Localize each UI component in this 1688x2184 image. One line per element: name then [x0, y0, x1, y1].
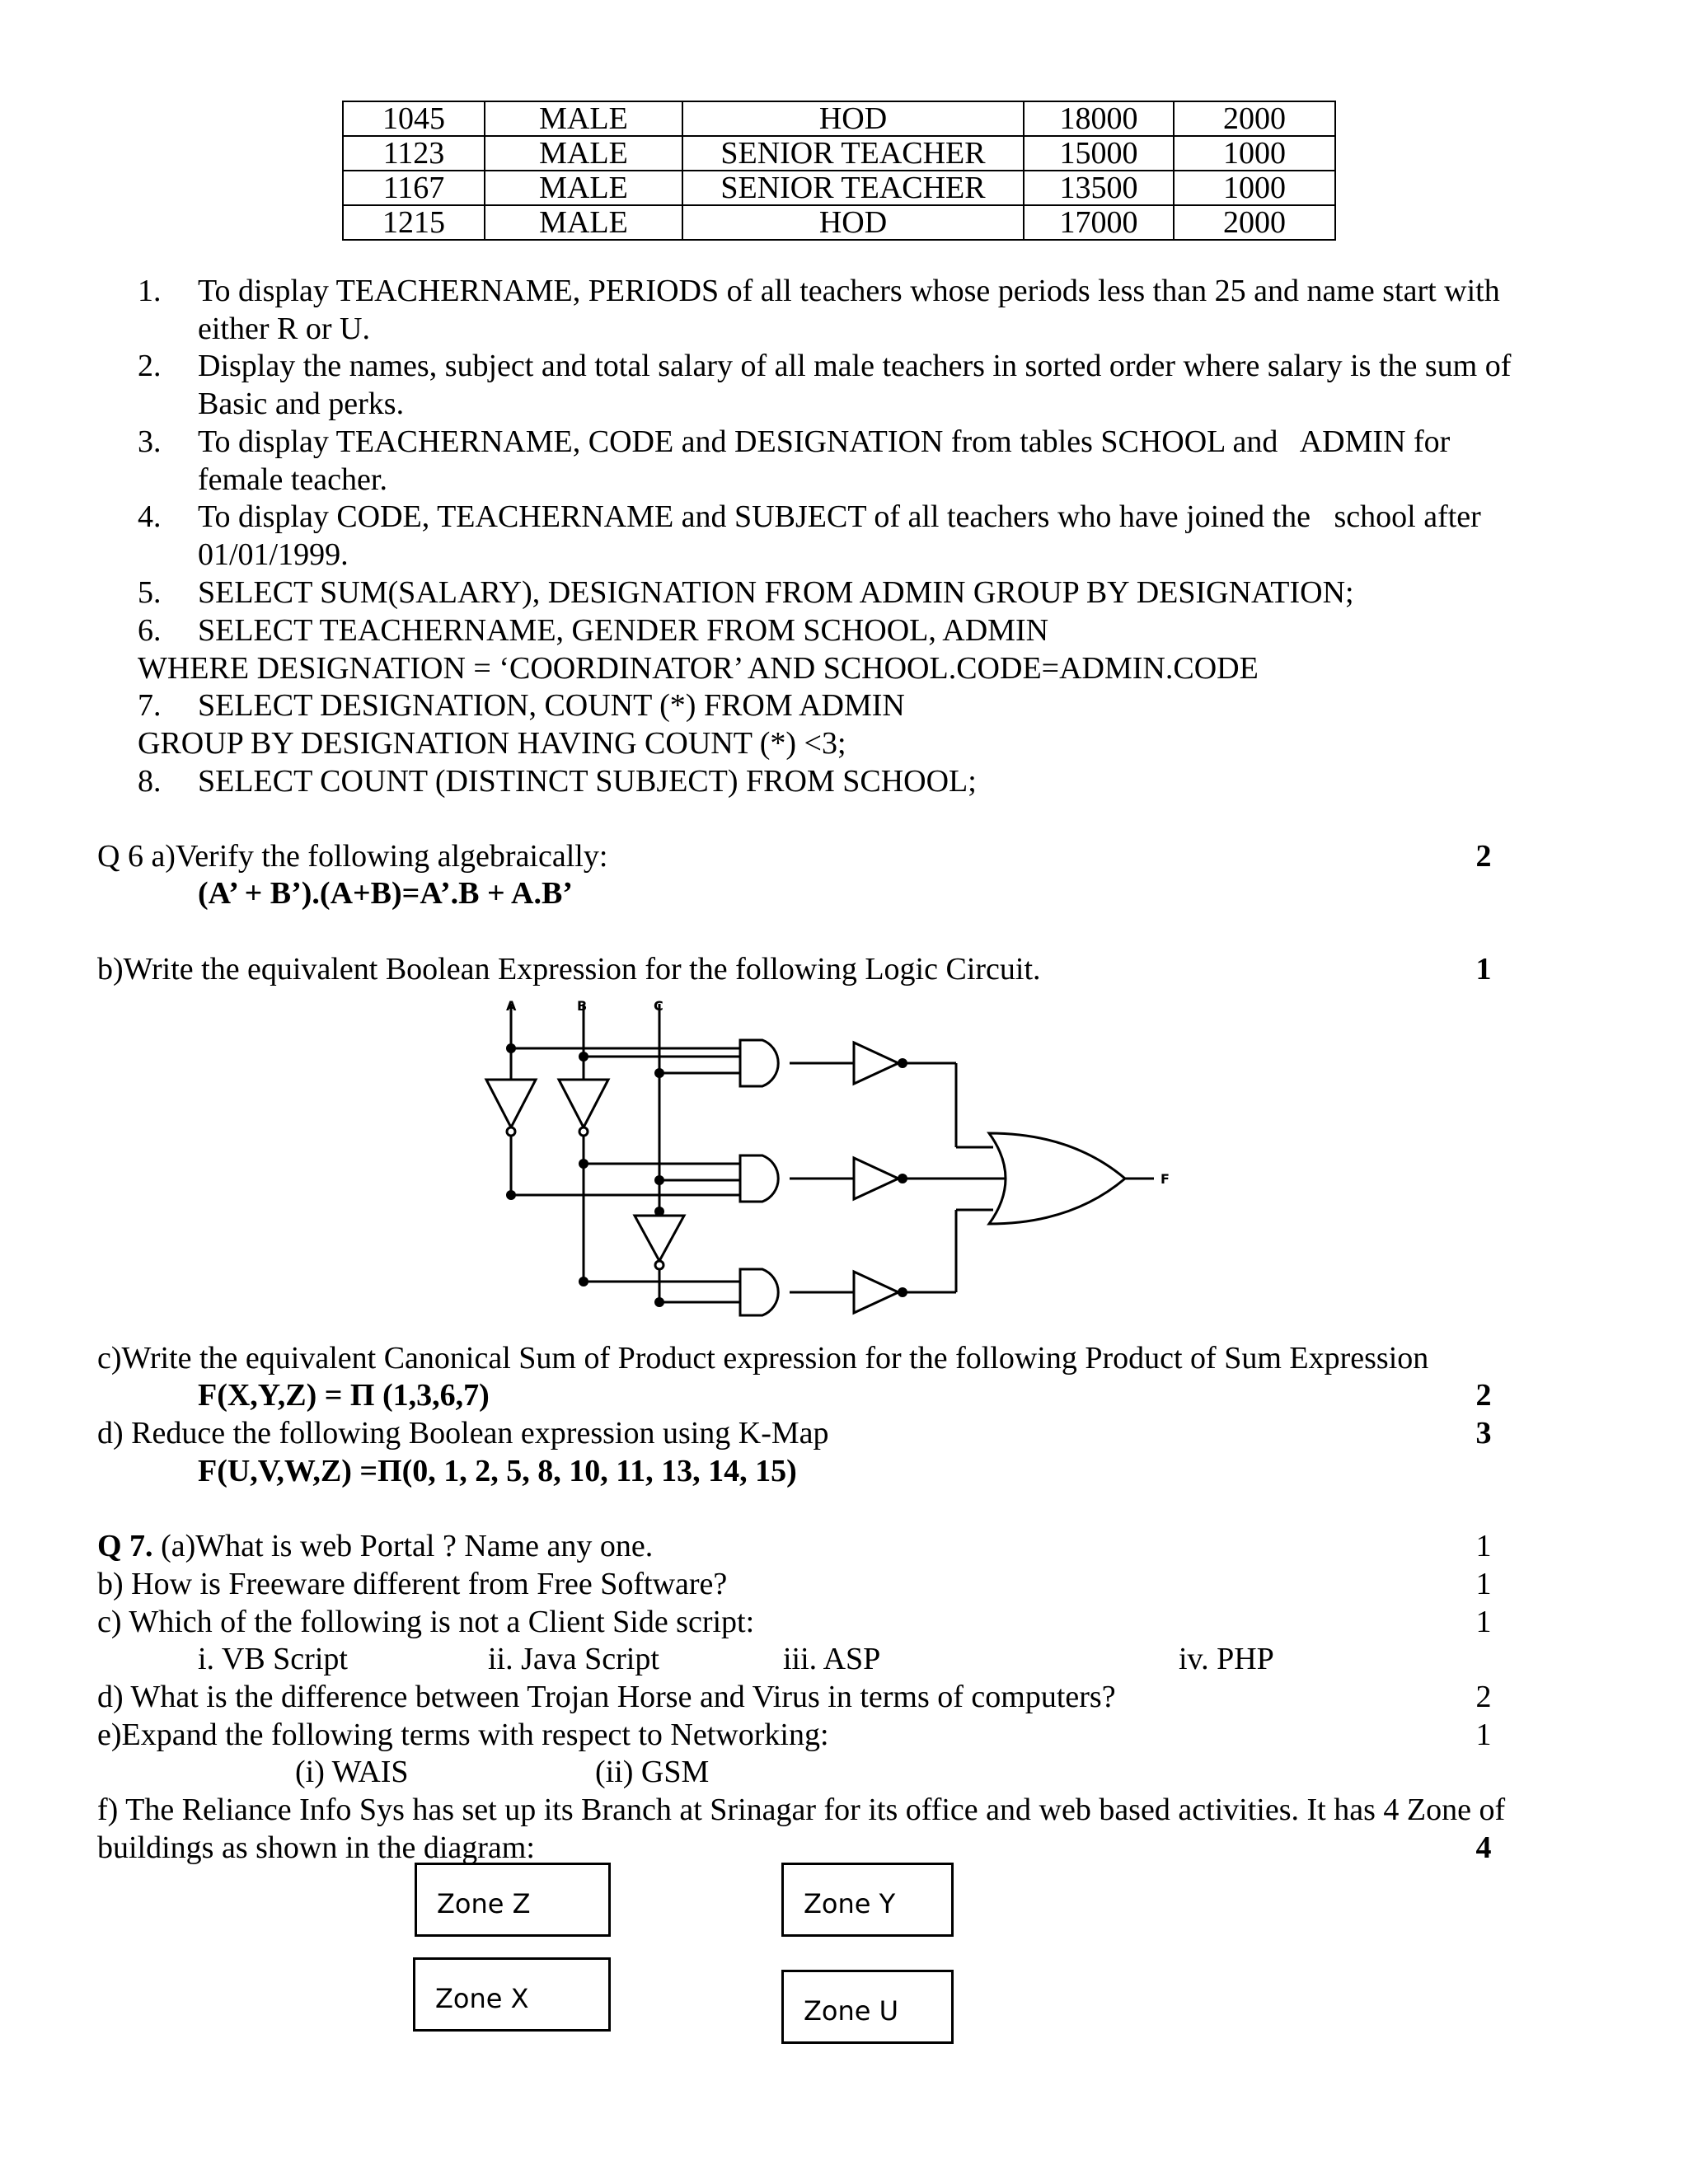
table-cell: SENIOR TEACHER: [682, 136, 1024, 171]
table-cell: 13500: [1024, 171, 1174, 205]
q7-label: Q 7.: [97, 1529, 153, 1563]
zone-u-label: Zone U: [804, 1995, 899, 2027]
zone-z-box: [415, 1863, 611, 1937]
list-number: 1.: [138, 274, 162, 308]
zone-z-label: Zone Z: [437, 1888, 531, 1919]
table-cell: MALE: [485, 205, 682, 240]
q6a-marks: 2: [1475, 839, 1492, 874]
table-cell: 1167: [343, 171, 485, 205]
and-gate-1: [740, 1040, 778, 1086]
q7d-text: d) What is the difference between Trojan Horse and Virus in terms of computers?: [97, 1680, 1116, 1714]
not-gate-out-3: [854, 1272, 898, 1313]
zone-u-box: [781, 1970, 954, 2044]
list-item: female teacher.: [198, 462, 387, 497]
zone-x-box: [413, 1957, 611, 2032]
and-gate-2: [740, 1155, 778, 1202]
input-label-c: C: [654, 998, 663, 1014]
or-gate: [989, 1133, 1125, 1224]
list-item: Display the names, subject and total salary of all male teachers in sorted order where salary is the sum of: [198, 349, 1512, 383]
table-cell: MALE: [485, 171, 682, 205]
list-item: To display CODE, TEACHERNAME and SUBJECT of all teachers who have joined the school after: [198, 499, 1481, 534]
table-cell: 1045: [343, 101, 485, 136]
not-gate-out-2: [854, 1158, 898, 1199]
q7d-marks: 2: [1475, 1680, 1492, 1714]
q7e-marks: 1: [1475, 1718, 1492, 1752]
table-cell: HOD: [682, 205, 1024, 240]
output-label-f: F: [1160, 1171, 1170, 1187]
table-cell: 1123: [343, 136, 485, 171]
table-cell: 2000: [1174, 205, 1335, 240]
table-cell: MALE: [485, 101, 682, 136]
input-label-a: A: [506, 998, 517, 1014]
q6d-marks: 3: [1475, 1416, 1492, 1451]
table-cell: 18000: [1024, 101, 1174, 136]
list-item: WHERE DESIGNATION = ‘COORDINATOR’ AND SCHOOL.CODE=ADMIN.CODE: [138, 651, 1259, 686]
table-cell: MALE: [485, 136, 682, 171]
q6c-text: c)Write the equivalent Canonical Sum of Product expression for the following Product of Sum Expression: [97, 1341, 1429, 1376]
q6b-marks: 1: [1475, 952, 1492, 987]
q6a-expression: (A’ + B’).(A+B)=A’.B + A.B’: [198, 876, 573, 911]
q7c-marks: 1: [1475, 1605, 1492, 1639]
not-gate-a: [486, 1080, 536, 1136]
list-item: SELECT TEACHERNAME, GENDER FROM SCHOOL, ADMIN: [198, 613, 1049, 648]
q7f-text-line2: buildings as shown in the diagram:: [97, 1830, 535, 1865]
not-gate-out-1: [854, 1043, 898, 1084]
q7c-option-4: iv. PHP: [1179, 1642, 1274, 1676]
q7c-option-1: i. VB Script: [198, 1642, 348, 1676]
list-number: 2.: [138, 349, 162, 383]
not-gate-c: [635, 1216, 684, 1269]
q7c-option-2: ii. Java Script: [488, 1642, 659, 1676]
q7a-text: [97, 1527, 653, 1565]
q7f-marks: 4: [1475, 1830, 1492, 1865]
q6a-text: Q 6 a)Verify the following algebraically:: [97, 839, 608, 874]
table-cell: 1000: [1174, 171, 1335, 205]
q6b-text: b)Write the equivalent Boolean Expression for the following Logic Circuit.: [97, 952, 1041, 987]
table-cell: 1000: [1174, 136, 1335, 171]
list-number: 5.: [138, 575, 162, 610]
list-number: 8.: [138, 764, 162, 799]
q6c-expression: F(X,Y,Z) = Π (1,3,6,7): [198, 1378, 490, 1413]
list-item: SELECT COUNT (DISTINCT SUBJECT) FROM SCHOOL;: [198, 764, 977, 799]
list-item: SELECT DESIGNATION, COUNT (*) FROM ADMIN: [198, 688, 905, 723]
q7b-marks: 1: [1475, 1567, 1492, 1601]
not-gate-b: [559, 1080, 608, 1136]
q7a-question: (a)What is web Portal ? Name any one.: [152, 1529, 654, 1563]
list-item: either R or U.: [198, 312, 370, 346]
list-item: GROUP BY DESIGNATION HAVING COUNT (*) <3;: [138, 726, 846, 761]
zone-y-box: [781, 1863, 954, 1937]
q6c-marks: 2: [1475, 1378, 1492, 1413]
list-item: 01/01/1999.: [198, 537, 349, 572]
list-item: Basic and perks.: [198, 387, 405, 421]
q7b-text: b) How is Freeware different from Free Software?: [97, 1567, 728, 1601]
list-number: 4.: [138, 499, 162, 534]
table-cell: 2000: [1174, 101, 1335, 136]
q6d-expression: F(U,V,W,Z) =Π(0, 1, 2, 5, 8, 10, 11, 13, 14, 15): [198, 1454, 797, 1488]
list-item: SELECT SUM(SALARY), DESIGNATION FROM ADMIN GROUP BY DESIGNATION;: [198, 575, 1354, 610]
list-number: 3.: [138, 424, 162, 459]
q7c-option-3: iii. ASP: [783, 1642, 881, 1676]
q6d-text: d) Reduce the following Boolean expression using K-Map: [97, 1416, 829, 1451]
q7e-text: e)Expand the following terms with respect to Networking:: [97, 1718, 829, 1752]
zone-y-label: Zone Y: [804, 1888, 896, 1919]
table-cell: SENIOR TEACHER: [682, 171, 1024, 205]
zone-x-label: Zone X: [435, 1983, 529, 2014]
list-item: To display TEACHERNAME, PERIODS of all teachers whose periods less than 25 and name start with: [198, 274, 1500, 308]
table-cell: 1215: [343, 205, 485, 240]
list-number: 7.: [138, 688, 162, 723]
table-cell: 17000: [1024, 205, 1174, 240]
list-item: To display TEACHERNAME, CODE and DESIGNATION from tables SCHOOL and ADMIN for: [198, 424, 1451, 459]
q7e-option-2: (ii) GSM: [595, 1755, 710, 1789]
input-label-b: B: [577, 998, 588, 1014]
q7f-text-line1: f) The Reliance Info Sys has set up its Branch at Srinagar for its office and web based activities. It has 4 Zone of: [97, 1793, 1506, 1827]
table-cell: HOD: [682, 101, 1024, 136]
q7e-option-1: (i) WAIS: [295, 1755, 409, 1789]
list-number: 6.: [138, 613, 162, 648]
q7a-marks: 1: [1475, 1529, 1492, 1563]
table-cell: 15000: [1024, 136, 1174, 171]
q7c-text: c) Which of the following is not a Client Side script:: [97, 1605, 755, 1639]
and-gate-3: [740, 1269, 778, 1315]
